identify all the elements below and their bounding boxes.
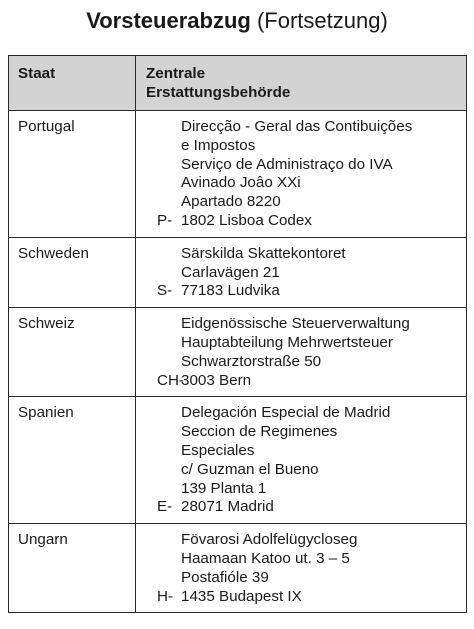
- header-behoerde-line2: Erstattungsbehörde: [146, 83, 291, 101]
- postal-prefix: P-: [157, 211, 173, 229]
- address-line: Hauptabteilung Mehrwertsteuer: [181, 333, 393, 351]
- address-line: Särskilda Skattekontoret: [181, 244, 346, 262]
- postal-prefix: CH-: [157, 371, 184, 389]
- postal-line: [136, 498, 466, 517]
- table-header-row: [9, 56, 467, 111]
- table-row: [9, 308, 467, 397]
- header-staat: Staat: [9, 56, 136, 111]
- refund-authority-table: [8, 55, 467, 613]
- postal-prefix: H-: [157, 587, 174, 605]
- table-row: [9, 397, 467, 524]
- country-cell: Portugal: [9, 111, 136, 238]
- page-title: [0, 8, 474, 34]
- address-line: 139 Planta 1: [181, 479, 267, 497]
- country-cell: Schweden: [9, 237, 136, 307]
- address-line: Direcção - Geral das Contibuições: [181, 118, 413, 135]
- table-row: [9, 237, 467, 307]
- postal-city: 1802 Lisboa Codex: [181, 211, 312, 229]
- postal-line: [136, 588, 466, 607]
- postal-city: 1435 Budapest IX: [181, 587, 302, 605]
- address-line: Apartado 8220: [181, 193, 281, 211]
- table-row: [9, 524, 467, 613]
- title-main: Vorsteuerabzug: [86, 8, 251, 33]
- country-cell: Schweiz: [9, 308, 136, 397]
- address-line: Eidgenössische Steuerverwaltung: [181, 315, 410, 333]
- address-line: c/ Guzman el Bueno: [181, 460, 319, 478]
- postal-prefix: S-: [157, 282, 173, 300]
- address-line: Haamaan Katoo ut. 3 – 5: [181, 549, 350, 567]
- address-line: Carlavägen 21: [181, 263, 280, 281]
- address-line: Especiales: [181, 441, 255, 459]
- address-cell: [136, 524, 467, 613]
- address-cell: [136, 308, 467, 397]
- address-line: Seccion de Regimenes: [181, 423, 338, 441]
- address-cell: [136, 237, 467, 307]
- postal-city: 28071 Madrid: [181, 498, 274, 516]
- address-line: Schwarztorstraße 50: [181, 352, 322, 370]
- header-erstattungsbehoerde: [136, 56, 467, 111]
- country-cell: Ungarn: [9, 524, 136, 613]
- address-cell: [136, 397, 467, 524]
- title-continuation: (Fortsetzung): [256, 8, 388, 33]
- address-line: Serviço de Administraço do IVA: [181, 155, 393, 173]
- postal-city: 77183 Ludvika: [181, 282, 280, 300]
- address-line: Postafióle 39: [181, 568, 269, 586]
- address-cell: [136, 111, 467, 238]
- country-cell: Spanien: [9, 397, 136, 524]
- header-behoerde-line1: Zentrale: [146, 65, 206, 82]
- postal-line: [136, 372, 466, 391]
- postal-line: [136, 282, 466, 301]
- address-line: Avinado Joâo XXi: [181, 174, 301, 192]
- address-line: e Impostos: [181, 136, 256, 154]
- table-row: [9, 111, 467, 238]
- address-line: Delegación Especial de Madrid: [181, 404, 391, 422]
- address-line: Fövarosi Adolfelügycloseg: [181, 531, 358, 549]
- postal-line: [136, 212, 466, 231]
- postal-prefix: E-: [157, 498, 173, 516]
- postal-city: 3003 Bern: [181, 371, 252, 389]
